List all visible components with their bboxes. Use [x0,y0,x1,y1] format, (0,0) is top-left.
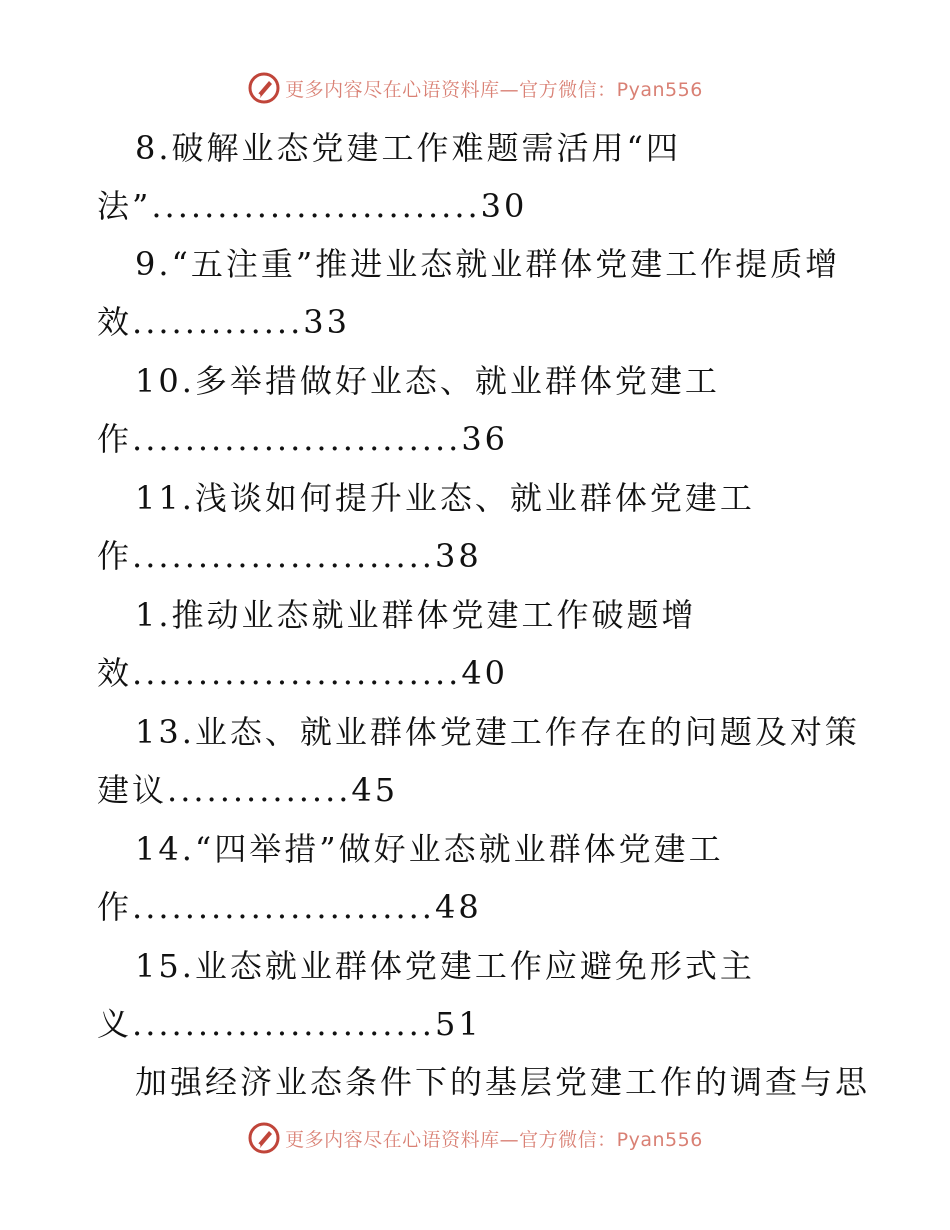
toc-leader-dots: .............. [167,771,352,809]
toc-entry-continuation[interactable] [97,419,508,459]
toc-entry-continuation[interactable] [97,536,482,576]
toc-entry-title[interactable]: 10.多举措做好业态、就业群体党建工 [135,362,720,400]
watermark-text: 更多内容尽在心语资料库—官方微信：Pyan556 [285,1128,703,1151]
toc-entry-title-partial[interactable]: 加强经济业态条件下的基层党建工作的调查与思 [135,1063,871,1101]
watermark-text: 更多内容尽在心语资料库—官方微信：Pyan556 [285,78,703,101]
toc-entry-tail: 作 [97,888,133,926]
toc-entry-title[interactable]: 1.推动业态就业群体党建工作破题增 [135,596,697,634]
toc-entry-continuation[interactable] [97,186,527,226]
toc-page-number: 33 [303,303,350,341]
toc-leader-dots: ....................... [132,537,435,575]
toc-entry-tail: 效 [97,303,133,341]
toc-page-number: 36 [461,420,509,458]
toc-entry-tail: 建议 [97,771,168,809]
toc-entry-tail: 效 [97,654,133,692]
toc-entry-tail: 义 [97,1005,133,1043]
toc-entry-tail: 作 [97,420,133,458]
toc-page-number: 48 [434,888,482,926]
toc-page-number: 38 [434,537,482,575]
toc-entry-continuation[interactable] [97,887,482,927]
toc-entry-title[interactable]: 13.业态、就业群体党建工作存在的问题及对策 [135,713,860,751]
toc-page-number: 30 [480,187,528,225]
toc-leader-dots: ....................... [132,1005,435,1043]
pen-seal-icon [247,1121,281,1155]
toc-leader-dots: ......................... [151,187,481,225]
toc-entry-title[interactable]: 8.破解业态党建工作难题需活用“四 [135,129,681,167]
toc-entry-title[interactable]: 15.业态就业群体党建工作应避免形式主 [135,947,755,985]
toc-entry-tail: 作 [97,537,133,575]
toc-entry-continuation[interactable] [97,770,398,810]
toc-entry-continuation[interactable] [97,653,508,693]
toc-entry-title[interactable]: 14.“四举措”做好业态就业群体党建工 [135,830,724,868]
toc-leader-dots: ......................... [132,420,462,458]
toc-entry-title[interactable]: 9.“五注重”推进业态就业群体党建工作提质增 [135,245,841,283]
toc-entry-title[interactable]: 11.浅谈如何提升业态、就业群体党建工 [135,479,755,517]
toc-entry-tail: 法” [97,187,152,225]
toc-entry-continuation[interactable] [97,1004,482,1044]
toc-leader-dots: ......................... [132,654,462,692]
toc-page-number: 51 [434,1005,482,1043]
watermark-footer [0,1118,950,1158]
toc-leader-dots: ............. [132,303,304,341]
toc-entry-continuation[interactable] [97,302,350,342]
toc-page-number: 40 [461,654,509,692]
toc-page-number: 45 [351,771,399,809]
toc-leader-dots: ....................... [132,888,435,926]
